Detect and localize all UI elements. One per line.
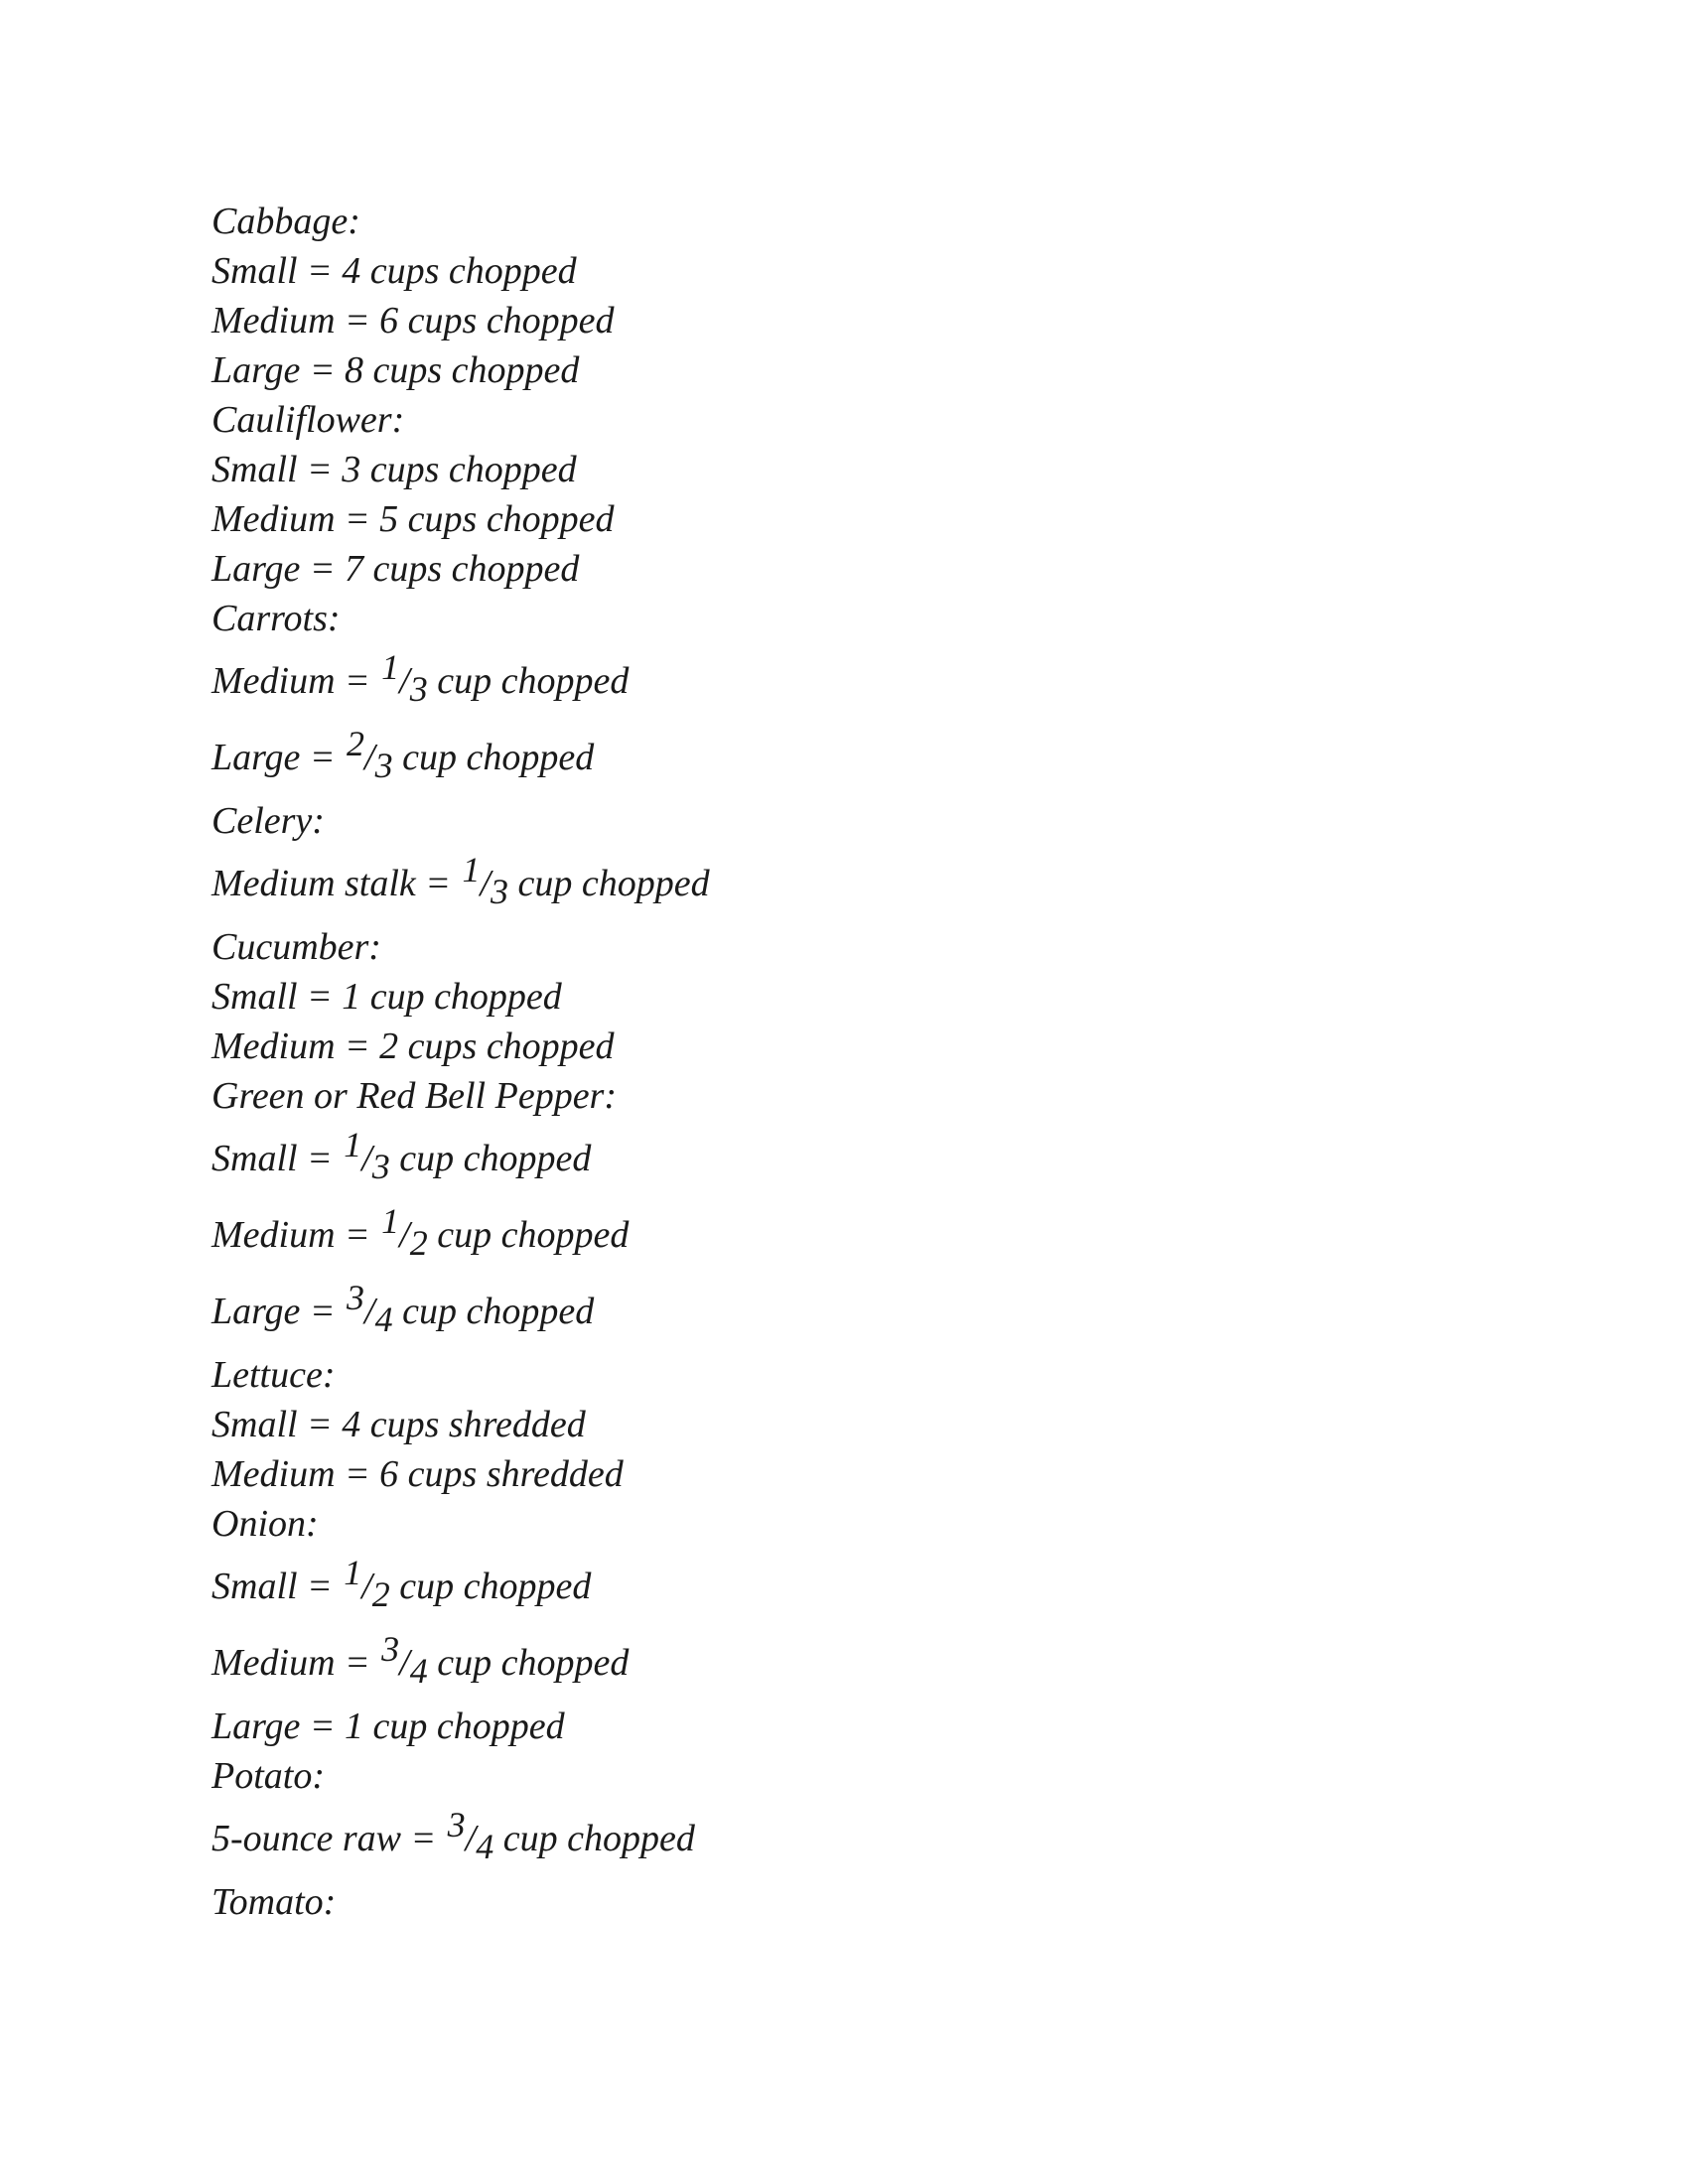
fraction-numerator: 3 bbox=[447, 1805, 466, 1844]
fraction-slash: / bbox=[399, 660, 410, 702]
measurement-suffix: cup chopped bbox=[389, 1566, 592, 1607]
fraction-denominator: 3 bbox=[409, 669, 428, 709]
measurement-line: Small = 3 cups chopped bbox=[211, 449, 577, 490]
fraction bbox=[347, 1274, 393, 1350]
measurement-line: Medium = 6 cups shredded bbox=[211, 1453, 624, 1495]
fraction-numerator: 3 bbox=[347, 1278, 365, 1317]
measurement-line: Small = 4 cups chopped bbox=[211, 250, 577, 292]
fraction-denominator: 2 bbox=[409, 1223, 428, 1263]
fraction bbox=[381, 1197, 428, 1274]
fraction-numerator: 1 bbox=[462, 850, 481, 889]
fraction-numerator: 3 bbox=[381, 1629, 400, 1669]
section-heading-celery: Celery: bbox=[211, 800, 325, 842]
section-heading-carrots: Carrots: bbox=[211, 598, 341, 639]
fraction-slash: / bbox=[361, 1566, 372, 1607]
fraction bbox=[344, 1121, 390, 1197]
document-page bbox=[211, 197, 1502, 1927]
measurement-line bbox=[211, 1274, 1502, 1350]
measurement-suffix: cup chopped bbox=[389, 1138, 592, 1179]
measurement-line bbox=[211, 1197, 1502, 1274]
fraction bbox=[381, 643, 428, 720]
section-heading-cabbage: Cabbage: bbox=[211, 201, 360, 242]
fraction-denominator: 4 bbox=[374, 1299, 393, 1339]
measurement-line bbox=[211, 1121, 1502, 1197]
measurement-line bbox=[211, 720, 1502, 796]
measurement-suffix: cup chopped bbox=[392, 737, 595, 778]
section-heading-cucumber: Cucumber: bbox=[211, 926, 381, 968]
fraction-slash: / bbox=[399, 1214, 410, 1256]
measurement-prefix: 5-ounce raw = bbox=[211, 1818, 446, 1859]
fraction-denominator: 3 bbox=[371, 1147, 390, 1186]
measurement-suffix: cup chopped bbox=[427, 1214, 630, 1256]
fraction bbox=[462, 846, 508, 922]
fraction-numerator: 2 bbox=[347, 724, 365, 763]
fraction-slash: / bbox=[480, 863, 491, 904]
measurement-prefix: Large = bbox=[211, 737, 346, 778]
measurement-line: Large = 8 cups chopped bbox=[211, 349, 580, 391]
fraction bbox=[347, 720, 393, 796]
measurement-suffix: cup chopped bbox=[493, 1818, 695, 1859]
measurement-line: Medium = 5 cups chopped bbox=[211, 498, 615, 540]
measurement-prefix: Large = bbox=[211, 1291, 346, 1332]
measurement-prefix: Medium = bbox=[211, 1642, 380, 1684]
measurement-line bbox=[211, 1625, 1502, 1702]
measurement-line bbox=[211, 1549, 1502, 1625]
fraction-slash: / bbox=[364, 1291, 375, 1332]
fraction-numerator: 1 bbox=[344, 1125, 362, 1164]
measurement-line: Large = 7 cups chopped bbox=[211, 548, 580, 590]
fraction bbox=[381, 1625, 428, 1702]
measurement-prefix: Medium stalk = bbox=[211, 863, 461, 904]
section-heading-green-or-red-bell-pepper: Green or Red Bell Pepper: bbox=[211, 1075, 617, 1117]
fraction-numerator: 1 bbox=[381, 647, 400, 687]
fraction-denominator: 2 bbox=[371, 1574, 390, 1614]
fraction-denominator: 3 bbox=[491, 872, 508, 911]
fraction bbox=[344, 1549, 390, 1625]
measurement-suffix: cup chopped bbox=[427, 1642, 630, 1684]
fraction-slash: / bbox=[364, 737, 375, 778]
measurement-prefix: Small = bbox=[211, 1138, 343, 1179]
measurement-suffix: cup chopped bbox=[427, 660, 630, 702]
fraction-numerator: 1 bbox=[381, 1201, 400, 1241]
measurement-line bbox=[211, 643, 1502, 720]
fraction bbox=[448, 1801, 494, 1877]
fraction-slash: / bbox=[361, 1138, 372, 1179]
section-heading-potato: Potato: bbox=[211, 1755, 325, 1797]
fraction-denominator: 3 bbox=[374, 746, 393, 785]
fraction-numerator: 1 bbox=[344, 1553, 362, 1592]
measurement-prefix: Small = bbox=[211, 1566, 343, 1607]
measurement-line bbox=[211, 846, 1502, 922]
measurement-suffix: cup chopped bbox=[392, 1291, 595, 1332]
section-heading-lettuce: Lettuce: bbox=[211, 1354, 336, 1396]
measurement-line: Small = 1 cup chopped bbox=[211, 976, 562, 1018]
measurement-line: Medium = 2 cups chopped bbox=[211, 1025, 615, 1067]
measurement-suffix: cup chopped bbox=[508, 863, 710, 904]
measurement-line: Large = 1 cup chopped bbox=[211, 1706, 565, 1747]
measurement-prefix: Medium = bbox=[211, 1214, 380, 1256]
fraction-denominator: 4 bbox=[476, 1827, 494, 1866]
measurement-line: Medium = 6 cups chopped bbox=[211, 300, 615, 341]
fraction-slash: / bbox=[465, 1818, 477, 1859]
fraction-slash: / bbox=[399, 1642, 410, 1684]
measurement-line: Small = 4 cups shredded bbox=[211, 1404, 586, 1445]
section-heading-onion: Onion: bbox=[211, 1503, 319, 1545]
measurement-prefix: Medium = bbox=[211, 660, 380, 702]
measurement-line bbox=[211, 1801, 1502, 1877]
section-heading-cauliflower: Cauliflower: bbox=[211, 399, 405, 441]
section-heading-tomato: Tomato: bbox=[211, 1881, 337, 1923]
fraction-denominator: 4 bbox=[409, 1651, 428, 1691]
